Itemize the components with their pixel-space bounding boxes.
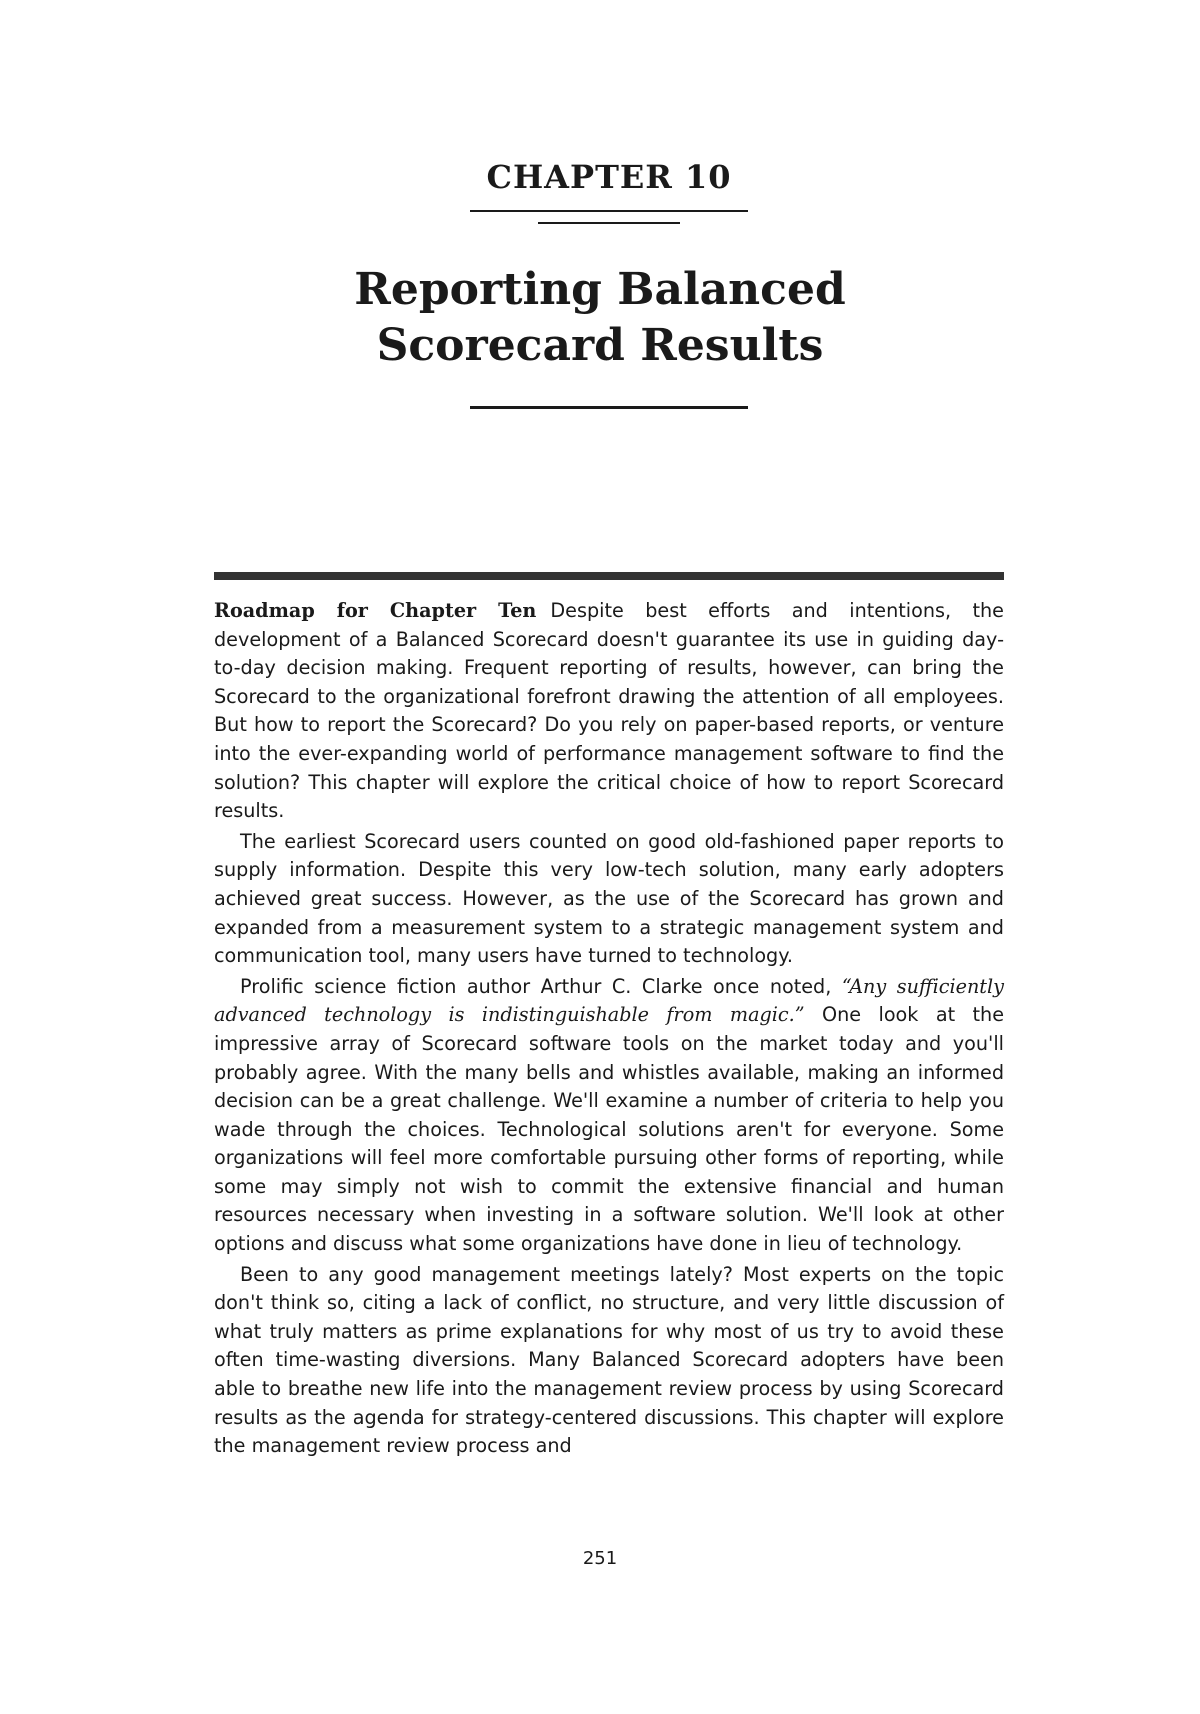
chapter-label: CHAPTER 10	[486, 158, 732, 196]
clarke-intro: Prolific science fiction author Arthur C. Clarke once noted,	[240, 974, 842, 998]
body-paragraph-3	[214, 973, 1004, 1259]
roadmap-paragraph	[214, 597, 1004, 826]
chapter-label-underline	[470, 210, 748, 212]
chapter-title	[300, 262, 900, 374]
body-paragraph-2: The earliest Scorecard users counted on good old-fashioned paper reports to supply information. Despite this very low-tech solution, many early adopters achieved great success. However, as the use of the Scorecard has grown and expanded from a measurement system to a strategic management system and communication tool, many users have turned to technology.	[214, 829, 1004, 968]
roadmap-label: Roadmap for Chapter Ten	[214, 599, 537, 622]
clarke-after: One look at the impressive array of Scorecard software tools on the market today and you'll probably agree. With the many bells and whistles available, making an informed decision can be a great challenge. We'll examine a number of criteria to help you wade through the choices. Technological solutions aren't for everyone. Some organizations will feel more comfortable pursuing other forms of reporting, while some may simply not wish to commit the extensive financial and human resources necessary when investing in a software solution. We'll look at other options and discuss what some organizations have done in lieu of technology.	[214, 1003, 1005, 1256]
chapter-title-line-2: Scorecard Results	[376, 320, 824, 371]
roadmap-top-rule	[214, 572, 1004, 580]
chapter-title-line-1: Reporting Balanced	[354, 264, 846, 315]
title-underline	[470, 406, 748, 409]
chapter-body	[214, 597, 1004, 1463]
page-number: 251	[582, 1548, 618, 1569]
clarke-quote: “Any sufficiently advanced technology is indistinguishable from magic.”	[214, 974, 1004, 1027]
roadmap-text: Despite best efforts and intentions, the development of a Balanced Scorecard doesn't guarantee its use in guiding day-to-day decision making. Frequent reporting of results, however, can bring the Scorecard to the organizational forefront drawing the attention of all employees. But how to report the Scorecard? Do you rely on paper-based reports, or venture into the ever-expanding world of performance management software to find the solution? This chapter will explore the critical choice of how to report Scorecard results.	[214, 599, 1004, 823]
body-paragraph-4: Been to any good management meetings lately? Most experts on the topic don't think so, citing a lack of conflict, no structure, and very little discussion of what truly matters as prime explanations for why most of us try to avoid these often time-wasting diversions. Many Balanced Scorecard adopters have been able to breathe new life into the management review process by using Scorecard results as the agenda for strategy-centered discussions. This chapter will explore the management review process and	[214, 1262, 1004, 1458]
chapter-label-short-rule	[538, 222, 680, 224]
